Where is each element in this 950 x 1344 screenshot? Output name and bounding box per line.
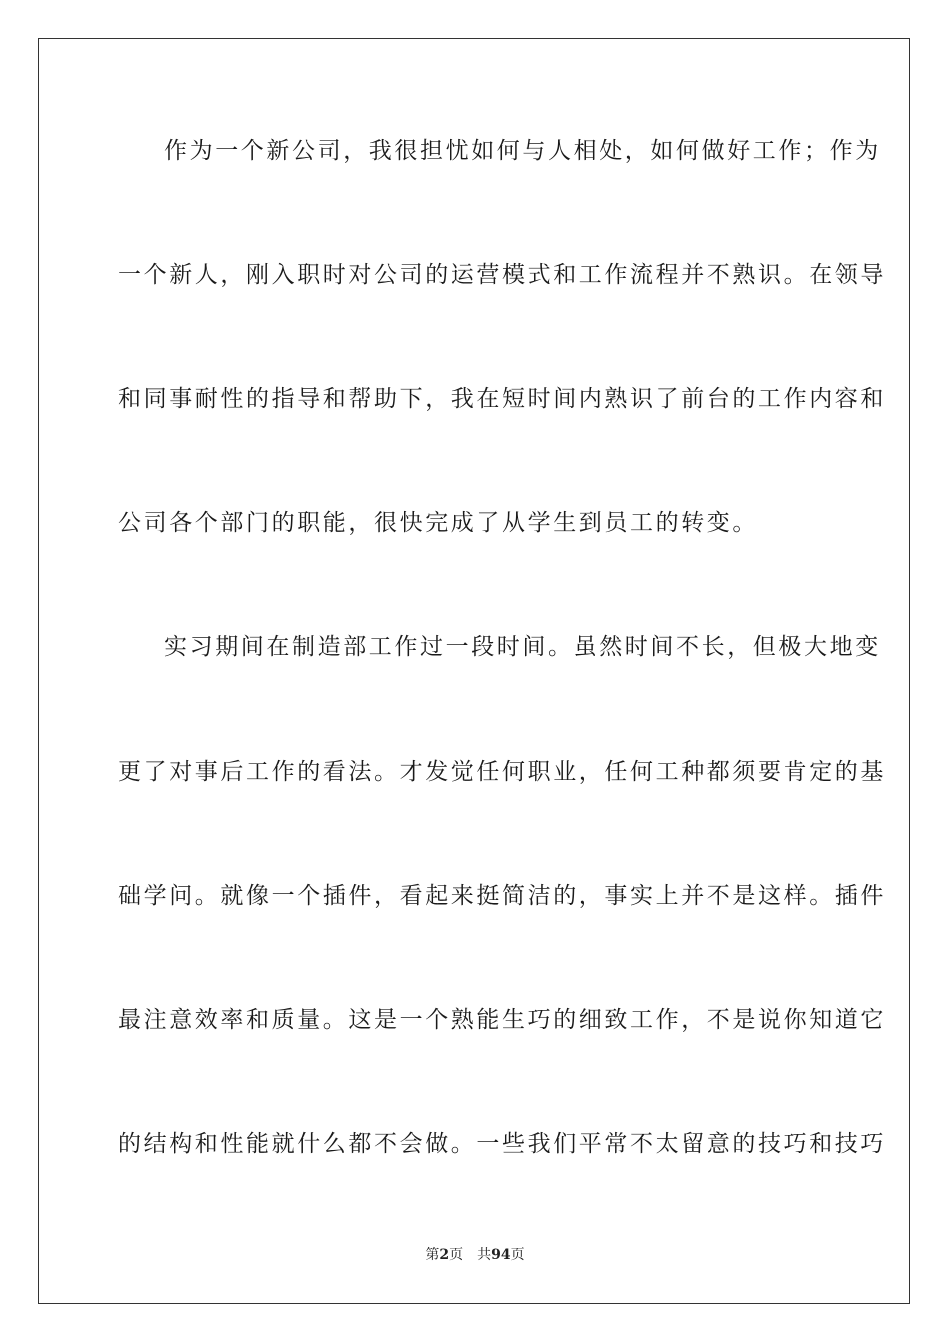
page-suffix: 页 — [449, 1247, 464, 1263]
text-line: 和同事耐性的指导和帮助下，我在短时间内熟识了前台的工作内容和 — [118, 386, 886, 412]
text-line: 一个新人，刚入职时对公司的运营模式和工作流程并不熟识。在领导 — [118, 262, 886, 288]
text-line: 更了对事后工作的看法。才发觉任何职业，任何工种都须要肯定的基 — [118, 759, 886, 785]
page-footer — [0, 1245, 950, 1265]
page-number: 2 — [439, 1247, 450, 1263]
text-line: 础学问。就像一个插件，看起来挺简洁的，事实上并不是这样。插件 — [118, 883, 886, 909]
text-line: 最注意效率和质量。这是一个熟能生巧的细致工作，不是说你知道它 — [118, 1007, 886, 1033]
text-line: 实习期间在制造部工作过一段时间。虽然时间不长，但极大地变 — [164, 634, 881, 660]
text-line: 作为一个新公司，我很担忧如何与人相处，如何做好工作；作为 — [164, 138, 881, 164]
text-line: 的结构和性能就什么都不会做。一些我们平常不太留意的技巧和技巧 — [118, 1131, 886, 1157]
page-border — [38, 38, 910, 1304]
text-line: 公司各个部门的职能，很快完成了从学生到员工的转变。 — [118, 510, 758, 536]
page-prefix: 第 — [425, 1247, 440, 1263]
total-suffix: 页 — [510, 1247, 525, 1263]
total-pages: 94 — [491, 1247, 511, 1263]
total-prefix: 共 — [477, 1247, 492, 1263]
